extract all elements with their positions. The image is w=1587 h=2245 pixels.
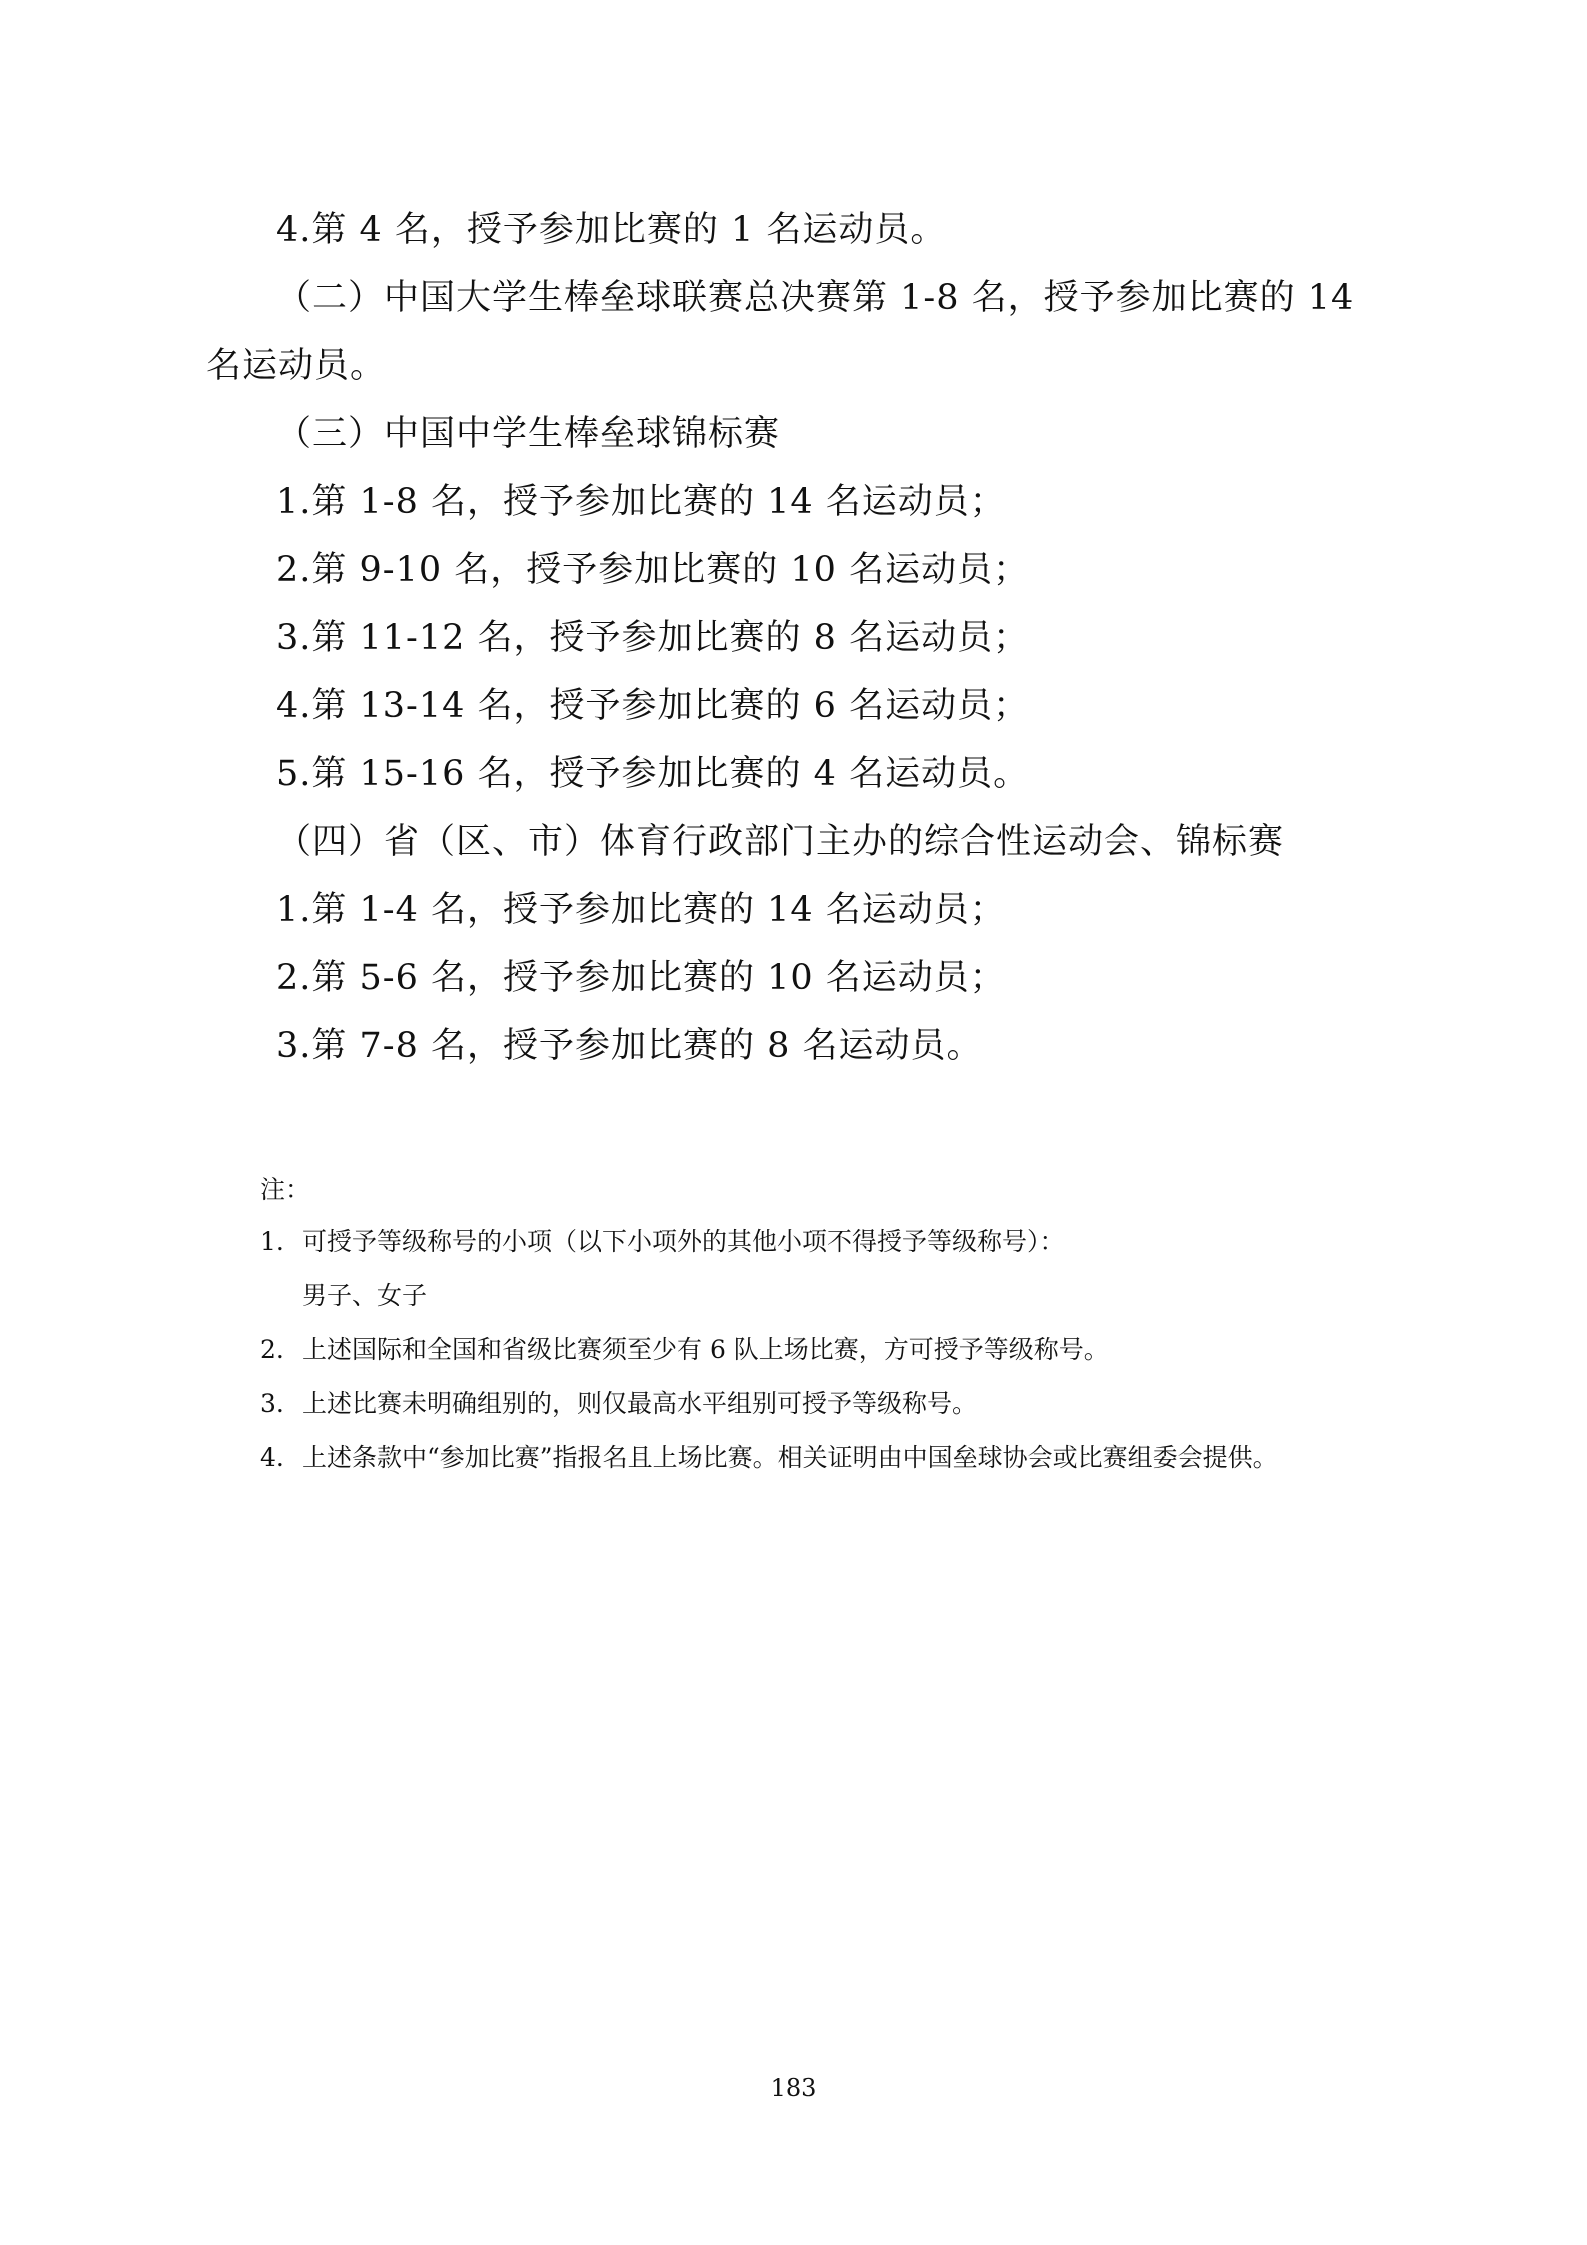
note-item-1-sub: 男子、女子 [302, 1281, 428, 1310]
notes-title: 注： [260, 1175, 311, 1204]
note-item-4 [260, 1440, 1360, 1476]
body-line-10: （四）省（区、市）体育行政部门主办的综合性运动会、锦标赛 [276, 822, 1285, 862]
body-line-6: 2.第 9-10 名，授予参加比赛的 10 名运动员； [276, 550, 1030, 590]
note-item-3-text: 上述比赛未明确组别的，则仅最高水平组别可授予等级称号。 [302, 1389, 978, 1418]
body-line-1: 4.第 4 名，授予参加比赛的 1 名运动员。 [276, 210, 947, 250]
note-item-4-number: 4. [260, 1443, 284, 1472]
body-line-4: （三）中国中学生棒垒球锦标赛 [276, 414, 781, 454]
note-item-3-number: 3. [260, 1389, 284, 1418]
body-line-12: 2.第 5-6 名，授予参加比赛的 10 名运动员； [276, 958, 1006, 998]
body-line-5: 1.第 1-8 名，授予参加比赛的 14 名运动员； [276, 482, 1006, 522]
note-item-3 [260, 1386, 1360, 1422]
page-number: 183 [770, 2074, 817, 2102]
body-line-8: 4.第 13-14 名，授予参加比赛的 6 名运动员； [276, 686, 1030, 726]
note-item-2-text: 上述国际和全国和省级比赛须至少有 6 队上场比赛，方可授予等级称号。 [302, 1335, 1109, 1364]
body-line-3: 名运动员。 [206, 346, 387, 386]
body-line-2: （二）中国大学生棒垒球联赛总决赛第 1-8 名，授予参加比赛的 14 [276, 278, 1355, 318]
body-line-13: 3.第 7-8 名，授予参加比赛的 8 名运动员。 [276, 1026, 983, 1066]
note-item-2-number: 2. [260, 1335, 284, 1364]
body-line-9: 5.第 15-16 名，授予参加比赛的 4 名运动员。 [276, 754, 1030, 794]
note-item-1-text: 可授予等级称号的小项（以下小项外的其他小项不得授予等级称号）： [302, 1227, 1065, 1256]
note-item-2 [260, 1332, 1360, 1368]
note-item-4-text: 上述条款中“参加比赛”指报名且上场比赛。相关证明由中国垒球协会或比赛组委会提供。 [302, 1443, 1278, 1472]
note-item-1 [260, 1224, 1360, 1260]
body-line-7: 3.第 11-12 名，授予参加比赛的 8 名运动员； [276, 618, 1030, 658]
note-item-1-number: 1. [260, 1227, 284, 1256]
body-line-11: 1.第 1-4 名，授予参加比赛的 14 名运动员； [276, 890, 1006, 930]
